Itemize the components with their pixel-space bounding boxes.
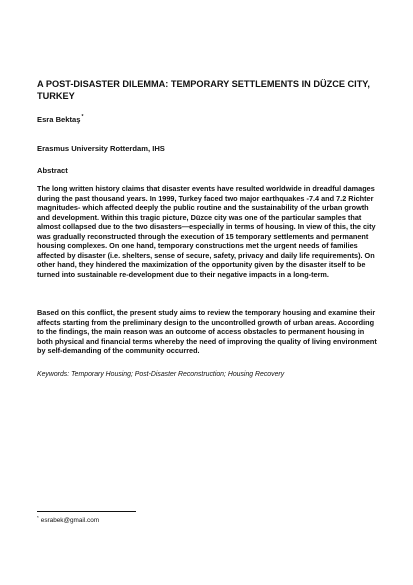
author-line <box>37 115 83 125</box>
abstract-paragraph-1: The long written history claims that disaster events have resulted worldwide in dreadful damages during the past thousand years. In 1999, Turkey faced two major earthquakes -7.4 and 7.2 Richter magnitudes- which affected deeply the public routine and the sustainability of the urban growth and development. Within this tragic picture, Düzce city was one of the particular samples that almost collapsed due to the two disasters—especially in terms of housing. In view of this, the city was gradually reconstructed through the execution of 15 temporary settlements and permanent housing complexes. On one hand, temporary constructions met the urgent needs of families affected by disaster (i.e. shelters, sense of secure, safety, privacy and daily life requirements). On other hand, they hindered the maximization of the opportunity given by the disaster itself to be turned into sustainable re-development due to their negative impacts in a long-term. <box>37 184 376 279</box>
footnote <box>37 516 99 525</box>
keywords: Keywords: Temporary Housing; Post-Disaster Reconstruction; Housing Recovery <box>37 371 285 378</box>
abstract-paragraph-2: Based on this conflict, the present study aims to review the temporary housing and examine their affects starting from the preliminary design to the uncontrolled growth of urban areas. According to the findings, the main reason was an outcome of access obstacles to permanent housing in both physical and financial terms whereby the need of improving the quality of living environment by self-demanding of the community occurred. <box>37 308 377 356</box>
footnote-divider <box>37 511 136 512</box>
footnote-email[interactable]: esrabek@gmail.com <box>40 517 100 524</box>
paper-title: A POST-DISASTER DILEMMA: TEMPORARY SETTLEMENTS IN DÜZCE CITY, TURKEY <box>37 79 370 101</box>
author-footnote-mark[interactable]: * <box>81 114 84 121</box>
author-affiliation: Erasmus University Rotterdam, IHS <box>37 144 165 153</box>
author-name: Esra Bektaş <box>37 115 81 124</box>
abstract-heading: Abstract <box>37 166 68 175</box>
footnote-mark: * <box>37 514 39 520</box>
